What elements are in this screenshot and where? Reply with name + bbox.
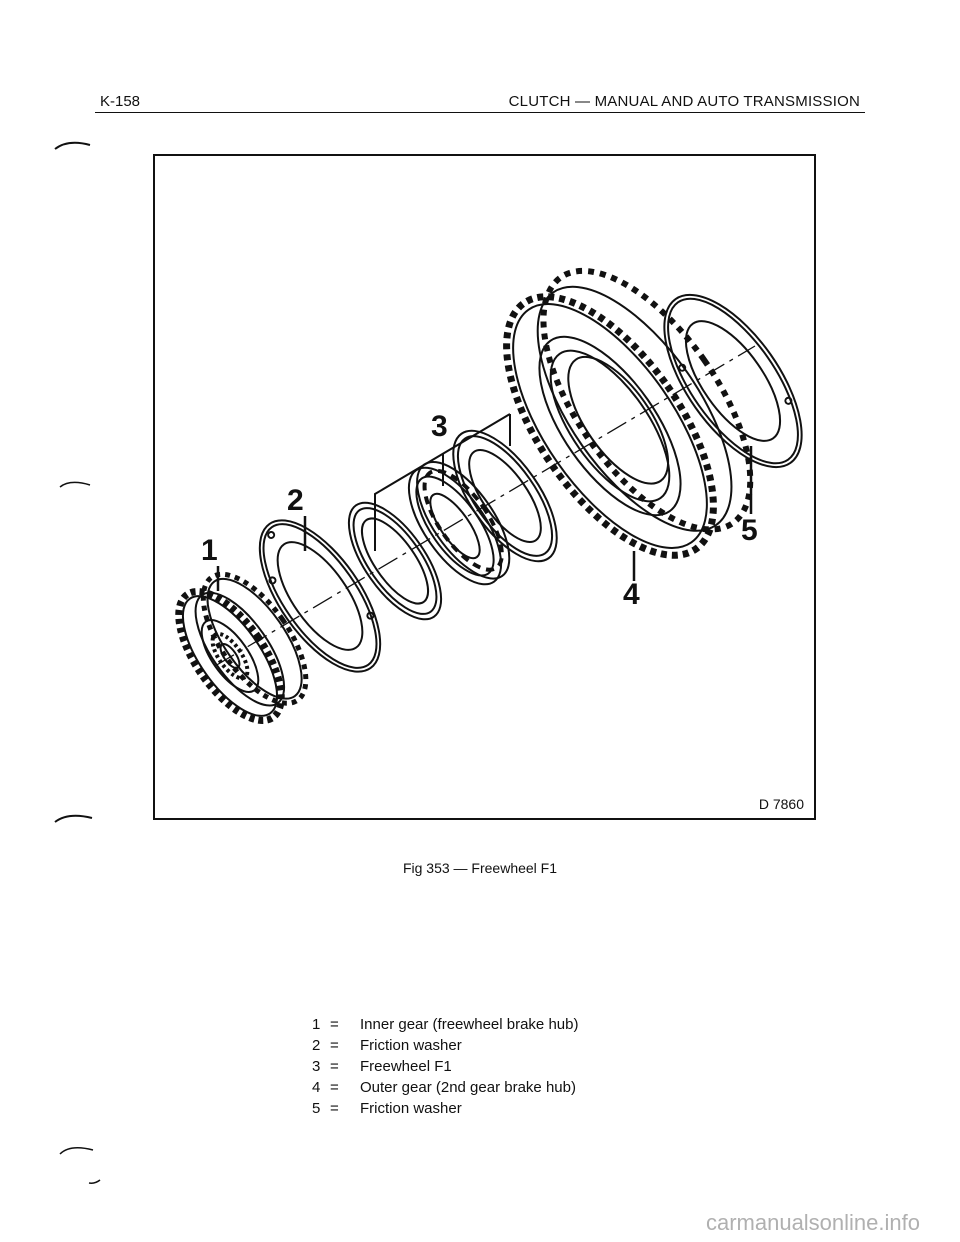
legend-row <box>312 1014 578 1035</box>
page-number: K-158 <box>100 93 141 110</box>
freewheel-ring-rear <box>434 414 577 578</box>
legend-number: 5 <box>312 1100 321 1117</box>
watermark: carmanualsonline.info <box>705 1210 920 1235</box>
legend-number: 4 <box>312 1079 321 1096</box>
legend-row <box>312 1056 578 1077</box>
margin-mark-3 <box>50 808 100 838</box>
legend-row <box>312 1035 578 1056</box>
legend-number: 3 <box>312 1058 321 1075</box>
legend-row <box>312 1098 578 1119</box>
legend-row <box>312 1077 578 1098</box>
legend-equals: = <box>330 1058 339 1075</box>
legend-number: 1 <box>312 1016 321 1033</box>
legend-equals: = <box>330 1016 339 1033</box>
callout-4: 4 <box>623 578 640 611</box>
legend-equals: = <box>330 1079 339 1096</box>
callout-2: 2 <box>287 484 304 517</box>
freewheel-ring-front <box>331 488 458 634</box>
inner-gear <box>159 558 325 737</box>
parts-legend <box>312 1014 578 1119</box>
legend-number: 2 <box>312 1037 321 1054</box>
running-head: CLUTCH — MANUAL AND AUTO TRANSMISSION <box>508 93 860 110</box>
figure-caption: Fig 353 — Freewheel F1 <box>402 860 558 876</box>
legend-text: Freewheel F1 <box>360 1058 452 1075</box>
legend-equals: = <box>330 1037 339 1054</box>
callout-5: 5 <box>741 514 758 547</box>
legend-equals: = <box>330 1100 339 1117</box>
callout-1: 1 <box>201 534 218 567</box>
legend-text: Friction washer <box>360 1037 462 1054</box>
margin-mark-4 <box>55 1140 105 1190</box>
header-rule <box>95 112 865 113</box>
margin-mark-1 <box>50 135 100 175</box>
legend-text: Inner gear (freewheel brake hub) <box>360 1016 579 1033</box>
legend-text: Friction washer <box>360 1100 462 1117</box>
drawing-code: D 7860 <box>758 796 804 812</box>
legend-text: Outer gear (2nd gear brake hub) <box>360 1079 576 1096</box>
freewheel-exploded-drawing <box>155 156 814 818</box>
margin-mark-2 <box>55 475 105 505</box>
callout-3: 3 <box>431 410 448 443</box>
figure-frame <box>153 154 816 820</box>
